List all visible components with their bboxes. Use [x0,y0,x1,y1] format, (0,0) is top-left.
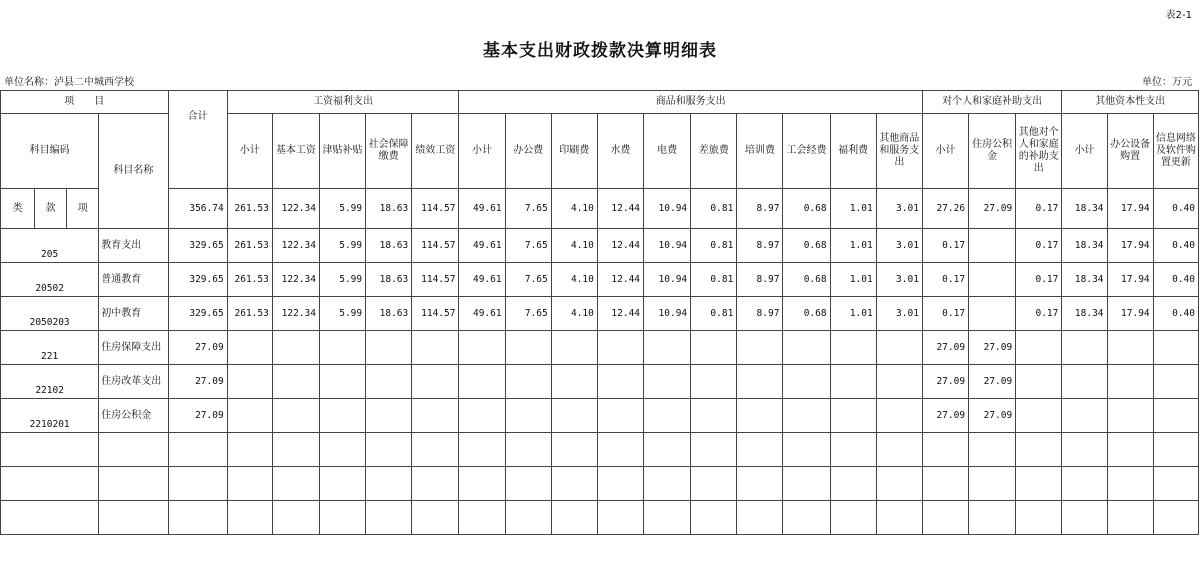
col-header: 信息网络及软件购置更新 [1153,114,1198,189]
budget-detail-table [0,90,1199,535]
total-cell: 0.81 [691,189,737,229]
row-name: 住房保障支出 [99,331,168,365]
row-name: 住房公积金 [99,399,168,433]
total-cell: 0.40 [1153,189,1198,229]
header-group-personal: 对个人和家庭补助支出 [922,91,1061,114]
total-cell: 49.61 [459,189,505,229]
table-row [1,331,1199,365]
row-cell: 0.17 [922,263,968,297]
row-cell [737,365,783,399]
row-cell: 18.34 [1062,229,1107,263]
row-cell [830,365,876,399]
row-cell [1153,331,1198,365]
col-header: 其他对个人和家庭的补助支出 [1016,114,1062,189]
row-cell: 0.40 [1153,297,1198,331]
row-cell: 122.34 [272,297,319,331]
header-lei: 类 [1,189,35,229]
row-cell [412,331,459,365]
header-xiangmu: 项 目 [1,91,169,114]
unit-name: 单位名称：泸县二中城西学校 [4,77,134,88]
col-header: 培训费 [737,114,783,189]
header-km-code: 科目编码 [1,114,99,189]
col-header: 其他商品和服务支出 [876,114,922,189]
row-cell [1107,331,1153,365]
row-cell: 10.94 [644,229,691,263]
row-cell: 122.34 [272,263,319,297]
row-cell: 122.34 [272,229,319,263]
row-cell [366,331,412,365]
row-cell [1016,365,1062,399]
row-cell [691,331,737,365]
row-cell: 27.09 [922,331,968,365]
col-header: 差旅费 [691,114,737,189]
total-cell: 27.09 [969,189,1016,229]
row-cell: 261.53 [227,263,272,297]
empty-row [1,467,1199,501]
row-cell: 7.65 [505,297,551,331]
col-header: 基本工资 [272,114,319,189]
row-cell: 10.94 [644,297,691,331]
row-cell: 49.61 [459,263,505,297]
col-header: 水费 [597,114,643,189]
total-cell: 1.01 [830,189,876,229]
col-header: 绩效工资 [412,114,459,189]
row-cell: 17.94 [1107,263,1153,297]
row-cell [876,331,922,365]
empty-row [1,501,1199,535]
row-cell: 0.68 [783,297,830,331]
row-cell [830,399,876,433]
row-cell [737,331,783,365]
row-cell [459,365,505,399]
row-cell: 18.63 [366,297,412,331]
row-cell: 27.09 [922,399,968,433]
col-header: 住房公积金 [969,114,1016,189]
header-heji: 合计 [168,91,227,189]
total-cell: 5.99 [319,189,365,229]
total-cell: 12.44 [597,189,643,229]
row-cell [597,331,643,365]
row-cell [969,297,1016,331]
total-cell: 122.34 [272,189,319,229]
row-cell [272,331,319,365]
row-cell: 1.01 [830,229,876,263]
total-cell: 8.97 [737,189,783,229]
row-cell [1062,365,1107,399]
row-code: 20502 [1,263,99,297]
row-cell: 8.97 [737,263,783,297]
total-cell: 17.94 [1107,189,1153,229]
row-cell [505,399,551,433]
col-header: 工会经费 [783,114,830,189]
total-cell: 0.17 [1016,189,1062,229]
row-cell: 18.34 [1062,263,1107,297]
row-cell [644,331,691,365]
row-cell [783,399,830,433]
table-code: 表2-1 [1165,10,1192,21]
row-cell [644,365,691,399]
total-heji: 356.74 [168,189,227,229]
row-cell [319,399,365,433]
row-cell: 261.53 [227,229,272,263]
row-cell [876,365,922,399]
row-cell: 1.01 [830,263,876,297]
row-cell [1016,399,1062,433]
total-cell: 3.01 [876,189,922,229]
col-header: 小计 [1062,114,1107,189]
row-cell: 0.68 [783,229,830,263]
row-cell: 27.09 [168,399,227,433]
row-cell: 27.09 [969,365,1016,399]
col-header: 电费 [644,114,691,189]
unit-label: 单位：万元 [1142,77,1192,88]
row-name: 住房改革支出 [99,365,168,399]
row-cell [319,331,365,365]
row-cell [737,399,783,433]
row-cell [1153,399,1198,433]
row-cell: 12.44 [597,297,643,331]
total-cell: 10.94 [644,189,691,229]
row-cell: 329.65 [168,297,227,331]
row-cell: 0.17 [922,229,968,263]
table-row [1,399,1199,433]
header-xiang: 项 [67,189,99,229]
row-cell [1016,331,1062,365]
row-cell: 0.17 [922,297,968,331]
row-cell: 49.61 [459,229,505,263]
row-cell [505,365,551,399]
row-cell [227,365,272,399]
total-cell: 261.53 [227,189,272,229]
row-cell [272,365,319,399]
row-cell [1107,399,1153,433]
row-cell: 12.44 [597,263,643,297]
row-cell [227,331,272,365]
row-cell: 0.17 [1016,229,1062,263]
row-cell: 18.34 [1062,297,1107,331]
row-cell: 27.09 [922,365,968,399]
row-cell [597,399,643,433]
row-cell [644,399,691,433]
table-row [1,297,1199,331]
total-cell: 18.34 [1062,189,1107,229]
total-cell: 0.68 [783,189,830,229]
total-cell: 7.65 [505,189,551,229]
row-cell [969,229,1016,263]
row-cell: 5.99 [319,229,365,263]
row-cell [227,399,272,433]
row-cell: 329.65 [168,263,227,297]
row-code: 22102 [1,365,99,399]
row-cell [1153,365,1198,399]
row-cell: 0.81 [691,263,737,297]
row-cell: 0.40 [1153,263,1198,297]
col-header: 印刷费 [551,114,597,189]
total-cell: 27.26 [922,189,968,229]
header-kuan: 款 [35,189,67,229]
row-cell: 27.09 [969,399,1016,433]
row-cell [691,365,737,399]
table-row [1,263,1199,297]
total-cell: 4.10 [551,189,597,229]
row-cell: 0.17 [1016,263,1062,297]
empty-row [1,433,1199,467]
row-cell: 114.57 [412,263,459,297]
row-code: 205 [1,229,99,263]
row-cell: 49.61 [459,297,505,331]
row-cell: 4.10 [551,297,597,331]
row-cell: 27.09 [168,365,227,399]
table-row [1,229,1199,263]
row-cell: 329.65 [168,229,227,263]
row-cell: 27.09 [168,331,227,365]
row-code: 221 [1,331,99,365]
row-cell [459,331,505,365]
row-cell: 4.10 [551,263,597,297]
col-header: 小计 [922,114,968,189]
row-cell: 7.65 [505,263,551,297]
row-cell [551,331,597,365]
row-cell [412,365,459,399]
row-cell: 5.99 [319,297,365,331]
row-cell [319,365,365,399]
row-cell: 18.63 [366,229,412,263]
row-cell: 10.94 [644,263,691,297]
row-cell [876,399,922,433]
row-cell: 261.53 [227,297,272,331]
row-cell [551,399,597,433]
row-cell: 8.97 [737,229,783,263]
col-header: 社会保障缴费 [366,114,412,189]
col-header: 津贴补贴 [319,114,365,189]
row-cell [1062,331,1107,365]
header-group-goods: 商品和服务支出 [459,91,922,114]
total-cell: 18.63 [366,189,412,229]
row-cell: 0.17 [1016,297,1062,331]
row-cell: 0.40 [1153,229,1198,263]
row-cell [597,365,643,399]
row-cell: 3.01 [876,263,922,297]
row-cell [505,331,551,365]
col-header: 办公设备购置 [1107,114,1153,189]
row-cell: 0.81 [691,297,737,331]
header-km-name: 科目名称 [99,114,168,229]
col-header: 福利费 [830,114,876,189]
row-cell: 27.09 [969,331,1016,365]
row-cell: 17.94 [1107,229,1153,263]
row-cell: 7.65 [505,229,551,263]
row-cell [783,365,830,399]
row-cell: 17.94 [1107,297,1153,331]
col-header: 办公费 [505,114,551,189]
table-row [1,365,1199,399]
col-header: 小计 [227,114,272,189]
header-group-salary: 工资福利支出 [227,91,459,114]
row-cell [691,399,737,433]
row-cell [830,331,876,365]
row-cell [1107,365,1153,399]
total-cell: 114.57 [412,189,459,229]
row-cell: 0.68 [783,263,830,297]
row-cell: 3.01 [876,297,922,331]
row-code: 2210201 [1,399,99,433]
row-cell [1062,399,1107,433]
row-code: 2050203 [1,297,99,331]
row-cell [412,399,459,433]
col-header: 小计 [459,114,505,189]
row-cell [969,263,1016,297]
row-cell: 4.10 [551,229,597,263]
row-cell: 0.81 [691,229,737,263]
page-title: 基本支出财政拨款决算明细表 [483,41,717,61]
row-cell: 114.57 [412,297,459,331]
row-cell: 114.57 [412,229,459,263]
row-name: 普通教育 [99,263,168,297]
row-cell: 12.44 [597,229,643,263]
row-cell [366,365,412,399]
row-cell [366,399,412,433]
row-cell: 1.01 [830,297,876,331]
row-name: 初中教育 [99,297,168,331]
row-name: 教育支出 [99,229,168,263]
row-cell [272,399,319,433]
row-cell [551,365,597,399]
row-cell: 8.97 [737,297,783,331]
row-cell [783,331,830,365]
row-cell: 3.01 [876,229,922,263]
row-cell: 5.99 [319,263,365,297]
row-cell [459,399,505,433]
row-cell: 18.63 [366,263,412,297]
header-group-capital: 其他资本性支出 [1062,91,1199,114]
